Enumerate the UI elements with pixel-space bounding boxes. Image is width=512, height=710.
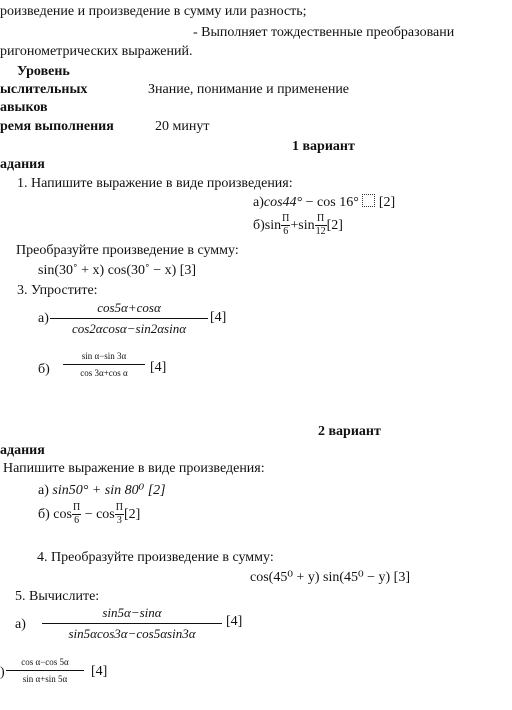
v1-task3-b-points: [4]	[150, 360, 167, 375]
v1-task1-b-plus: +sin	[290, 218, 315, 233]
fraction-bar	[6, 670, 84, 671]
v2-task5-b-den: sin α+sin 5α	[22, 674, 68, 684]
variant1-title: 1 вариант	[292, 139, 355, 154]
v1-task1-b-frac1-den: 6	[283, 226, 289, 238]
v2-task5-b-fraction	[6, 656, 84, 685]
variant1-tasks-heading: адания	[0, 157, 45, 172]
v2-task5-a-num: sin5α−sinα	[102, 605, 162, 620]
v2-task1-b-frac1-den: 6	[74, 515, 80, 527]
v2-task5-a-points: [4]	[226, 614, 243, 629]
v1-task1-a-points: [2]	[378, 195, 396, 210]
v2-task1-b-frac1-num: П	[72, 502, 81, 514]
v2-task4-expr: cos(45⁰ + y) sin(45⁰ − y) [3]	[250, 570, 410, 585]
v1-task3-a-fraction	[50, 300, 208, 337]
v2-task1-b-frac2	[115, 502, 124, 527]
v1-task1-a-prefix: а)	[253, 195, 264, 210]
placeholder-box-icon	[362, 194, 375, 207]
v1-task3-a-label: а)	[38, 311, 49, 326]
v1-task1-text: 1. Напишите выражение в виде произведения:	[17, 176, 293, 191]
v2-task1-b-frac2-num: П	[115, 502, 123, 514]
level-value: Знание, понимание и применение	[148, 82, 350, 97]
level-label-1: Уровень	[17, 64, 70, 79]
v2-task1-b-points: [2]	[123, 507, 141, 522]
v1-task3-b-fraction	[63, 350, 145, 379]
v2-task1-b	[38, 501, 140, 529]
variant2-tasks-heading: адания	[0, 443, 45, 458]
intro-line-2: - Выполняет тождественные преобразовани	[193, 25, 455, 40]
v1-task1-b-frac2	[315, 213, 327, 238]
v1-task3-b-num: sin α−sin 3α	[81, 351, 127, 361]
v1-task1-b-frac1-num: П	[282, 213, 290, 225]
v1-task1-b-frac1	[281, 213, 290, 238]
v1-task1-a	[253, 194, 395, 211]
v1-task3-a-num: cos5α+cosα	[97, 300, 161, 315]
v2-task5-b-num: cos α−cos 5α	[21, 657, 69, 667]
v1-task1-b-points: [2]	[326, 218, 343, 233]
v2-task1-b-frac2-den: 3	[116, 515, 122, 527]
v2-task1-b-frac1	[72, 502, 81, 527]
v1-task3-b-label: б)	[38, 362, 50, 377]
time-value: 20 минут	[155, 119, 210, 134]
fraction-bar	[63, 364, 145, 365]
v2-task5-a-den: sin5αcos3α−cos5αsin3α	[68, 626, 196, 641]
v1-task1-a-rest: − cos 16°	[302, 195, 359, 210]
v2-task1-a-expr: sin50° + sin 80⁰ [2]	[52, 483, 166, 498]
v2-task5-a-label: а)	[15, 617, 26, 632]
fraction-bar	[42, 623, 222, 624]
v2-task5-a-fraction	[42, 605, 222, 642]
v2-task5-b-points: [4]	[91, 664, 108, 679]
intro-line-1: роизведение и произведение в сумму или разность;	[0, 4, 307, 19]
v1-task1-a-cos44: cos44°	[263, 195, 303, 210]
v1-task3-text: 3. Упростите:	[17, 283, 98, 298]
v1-task1-b-frac2-den: 12	[315, 226, 326, 238]
level-label-2: ыслительных	[0, 82, 88, 97]
v2-task1-b-prefix: б) cos	[38, 507, 72, 522]
v2-task1-a-prefix: а)	[38, 483, 49, 498]
fraction-bar	[50, 318, 208, 319]
v1-task2-expr: sin(30˚ + x) cos(30˚ − x) [3]	[38, 263, 197, 278]
v1-task1-b-frac2-num: П	[315, 213, 327, 226]
paren-glyph: )	[0, 665, 5, 680]
v1-task3-a-points: [4]	[210, 310, 227, 325]
level-label-3: авыков	[0, 100, 48, 115]
v1-task2-text: Преобразуйте произведение в сумму:	[16, 243, 239, 258]
v2-task1-a	[38, 483, 166, 499]
v2-task1-text: Напишите выражение в виде произведения:	[3, 461, 265, 476]
intro-line-3: ригонометрических выражений.	[0, 44, 193, 59]
v1-task3-b-den: cos 3α+cos α	[80, 368, 128, 378]
variant2-title: 2 вариант	[318, 424, 381, 439]
v2-task1-b-minus: − cos	[81, 507, 115, 522]
time-label: ремя выполнения	[0, 119, 114, 134]
v2-task4-text: 4. Преобразуйте произведение в сумму:	[37, 550, 274, 565]
v1-task1-b	[253, 212, 343, 240]
v2-task5-text: 5. Вычислите:	[15, 589, 100, 604]
v1-task3-a-den: cos2αcosα−sin2αsinα	[71, 321, 187, 336]
v1-task1-b-prefix: б)sin	[253, 218, 282, 233]
